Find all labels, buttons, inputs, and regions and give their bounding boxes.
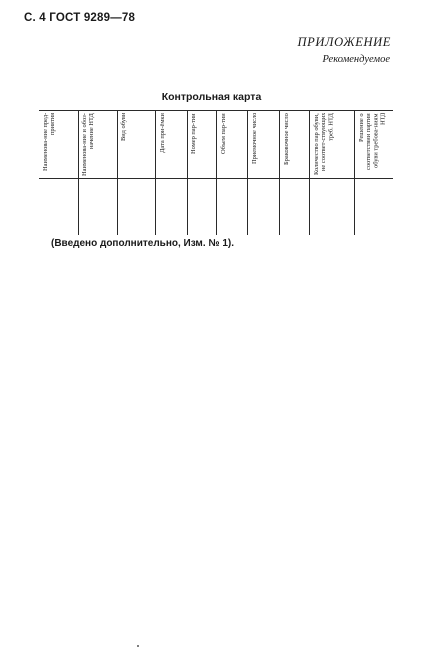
amendment-note: (Введено дополнительно, Изм. № 1).: [51, 238, 234, 249]
control-card-table: [39, 110, 393, 235]
column-divider: [247, 110, 248, 235]
column-header-decision: Решение о соответствии партии обуви требова-ниям НТД: [358, 113, 387, 170]
column-divider: [155, 110, 156, 235]
column-header-ntd: Наименова-ние и обоз-начение НТД: [81, 113, 96, 176]
control-card-title: Контрольная карта: [161, 91, 262, 103]
column-header-lot-size: Объем пар-тии: [220, 113, 227, 154]
column-divider: [78, 110, 79, 235]
appendix-heading: [298, 35, 391, 65]
scan-speck: [137, 645, 139, 647]
column-header-rejection-number: Браковочное число: [283, 113, 290, 165]
column-header-enterprise: Наименова-ние пред-приятия: [42, 113, 57, 172]
column-divider: [117, 110, 118, 235]
appendix-title: ПРИЛОЖЕНИЕ: [297, 35, 391, 49]
column-header-footwear-type: Вид обуви: [120, 113, 127, 142]
column-header-acceptance-number: Приемочное число: [251, 113, 258, 165]
page-header: С. 4 ГОСТ 9289—78: [24, 12, 136, 24]
column-divider: [187, 110, 188, 235]
column-divider: [309, 110, 310, 235]
column-header-nonconforming-pairs: Количество пар обуви, не соответ-ствующих треб. НТД: [313, 113, 335, 175]
appendix-subtitle: Рекомендуемое: [322, 54, 390, 65]
column-divider: [216, 110, 217, 235]
column-divider: [354, 110, 355, 235]
column-header-lot-number: Номер пар-тии: [190, 113, 197, 154]
column-header-acceptance-date: Дата при-ёмки: [159, 113, 166, 153]
column-divider: [279, 110, 280, 235]
